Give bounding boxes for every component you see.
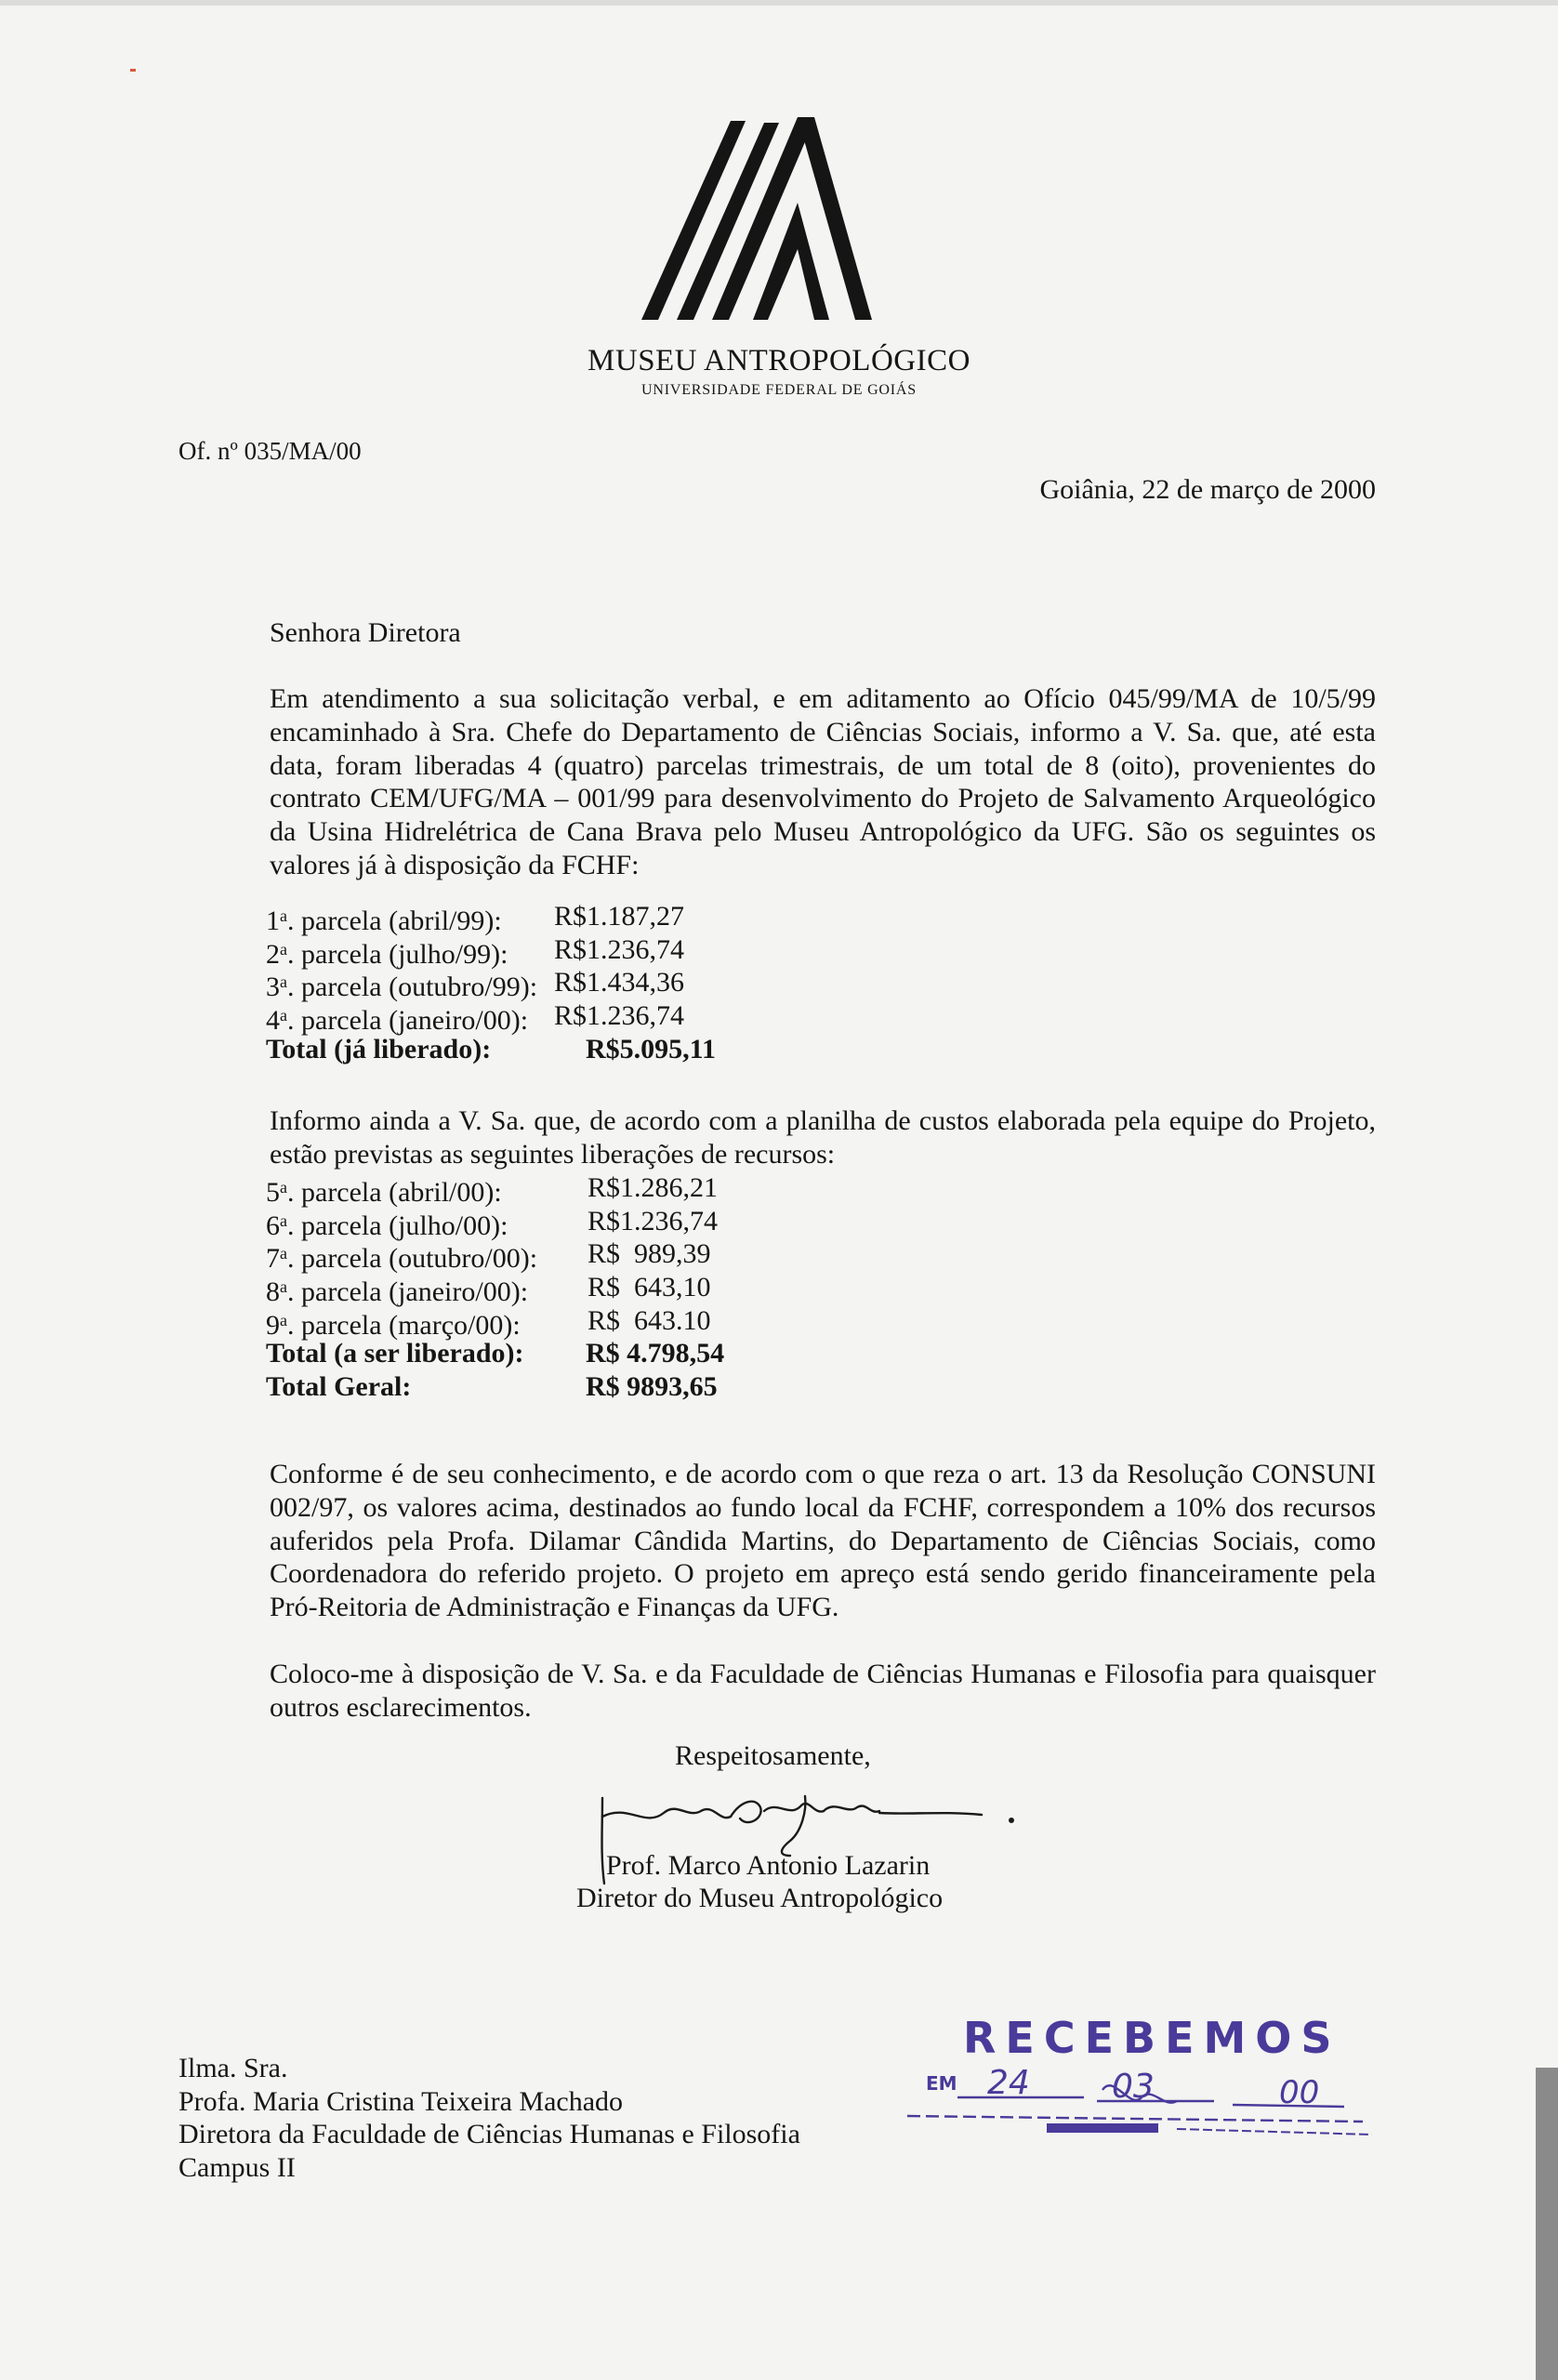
grand-total-row: Total Geral: R$ 9893,65	[266, 1371, 718, 1403]
list-item: 8$^a$. parcela (janeiro/00): R$ 643,10	[266, 1272, 711, 1308]
paragraph-3: Conforme é de seu conhecimento, e de acordo com o que reza o art. 13 da Resolução CONSUNI 002/97, os valores acima, destinados ao fundo local da FCHF, correspondem a 10% dos recursos auferidos pela Profa. Dilamar Cândida Martins, do Departamento de Ciências Sociais, como Coordenadora do referido projeto. O projeto em apreço está sendo gerido financeiramente pela Pró-Reitoria de Administração e Finanças da UFG.	[270, 1459, 1376, 1623]
scan-edge-top	[0, 0, 1558, 6]
planned-total-row: Total (a ser liberado): R$ 4.798,54	[266, 1338, 725, 1369]
signer-title: Diretor do Museu Antropológico	[576, 1883, 944, 1913]
list-item: 9$^a$. parcela (março/00): R$ 643.10	[266, 1304, 711, 1341]
stamp-year: 00	[1279, 2074, 1320, 2111]
released-installments-list	[266, 900, 717, 1065]
addressee-line: Ilma. Sra.	[178, 2053, 288, 2083]
received-stamp	[898, 2008, 1381, 2138]
addressee-line: Diretora da Faculdade de Ciências Humanas e Filosofia	[178, 2119, 800, 2150]
list-item: 2$^a$. parcela (julho/99): R$1.236,74	[266, 933, 685, 970]
letter-salutation: Senhora Diretora	[270, 617, 461, 648]
addressee-line: Profa. Maria Cristina Teixeira Machado	[178, 2085, 624, 2117]
addressee-block	[178, 2052, 800, 2184]
released-total-row: Total (já liberado): R$5.095,11	[266, 1033, 717, 1064]
paragraph-2: Informo ainda a V. Sa. que, de acordo com a planilha de custos elaborada pela equipe do Projeto, estão previstas as seguintes liberações de recursos:	[270, 1105, 1376, 1170]
list-item: 1$^a$. parcela (abril/99): R$1.187,27	[266, 901, 685, 936]
stamp-month: 03	[1112, 2068, 1155, 2106]
list-item: 4$^a$. parcela (janeiro/00): R$1.236,74	[266, 1000, 685, 1037]
organization-subtitle: UNIVERSIDADE FEDERAL DE GOIÁS	[641, 382, 917, 398]
list-item: 3$^a$. parcela (outubro/99): R$1.434,36	[266, 967, 685, 1003]
list-item: 5$^a$. parcela (abril/00): R$1.286,21	[266, 1172, 719, 1208]
paragraph-1: Em atendimento a sua solicitação verbal, e em aditamento ao Ofício 045/99/MA de 10/5/99 encaminhado à Sra. Chefe do Departamento de Ciências Sociais, informo a V. Sa. que, até esta data, foram liberadas 4 (quatro) parcelas trimestrais, de um total de 8 (oito), provenientes do contrato CEM/UFG/MA – 001/99 para desenvolvimento do Projeto de Salvamento Arqueológico da Usina Hidrelétrica de Cana Brava pelo Museu Antropológico da UFG. São os seguintes os valores já à disposição da FCHF:	[270, 683, 1376, 880]
planned-installments-list	[266, 1171, 725, 1404]
scan-speck	[130, 69, 136, 72]
signer-name: Prof. Marco Antonio Lazarin	[606, 1850, 931, 1881]
stamp-prefix: EM	[926, 2072, 957, 2095]
letter-place-date: Goiânia, 22 de março de 2000	[1039, 474, 1376, 505]
list-item: 6$^a$. parcela (julho/00): R$1.236,74	[266, 1205, 719, 1241]
museu-antropologico-logo-icon	[641, 100, 872, 320]
paragraph-4: Coloco-me à disposição de V. Sa. e da Faculdade de Ciências Humanas e Filosofia para quaisquer outros esclarecimentos.	[270, 1659, 1376, 1723]
stamp-day: 24	[987, 2064, 1030, 2102]
list-item: 7$^a$. parcela (outubro/00): R$ 989,39	[266, 1238, 711, 1275]
scan-edge-right	[1536, 2068, 1558, 2380]
letter-reference-number: Of. nº 035/MA/00	[178, 437, 362, 465]
addressee-line: Campus II	[178, 2151, 296, 2183]
stamp-received-text: RECEBEMOS	[963, 2013, 1341, 2063]
letter-closing: Respeitosamente,	[675, 1740, 871, 1771]
organization-name: MUSEU ANTROPOLÓGICO	[588, 344, 970, 377]
